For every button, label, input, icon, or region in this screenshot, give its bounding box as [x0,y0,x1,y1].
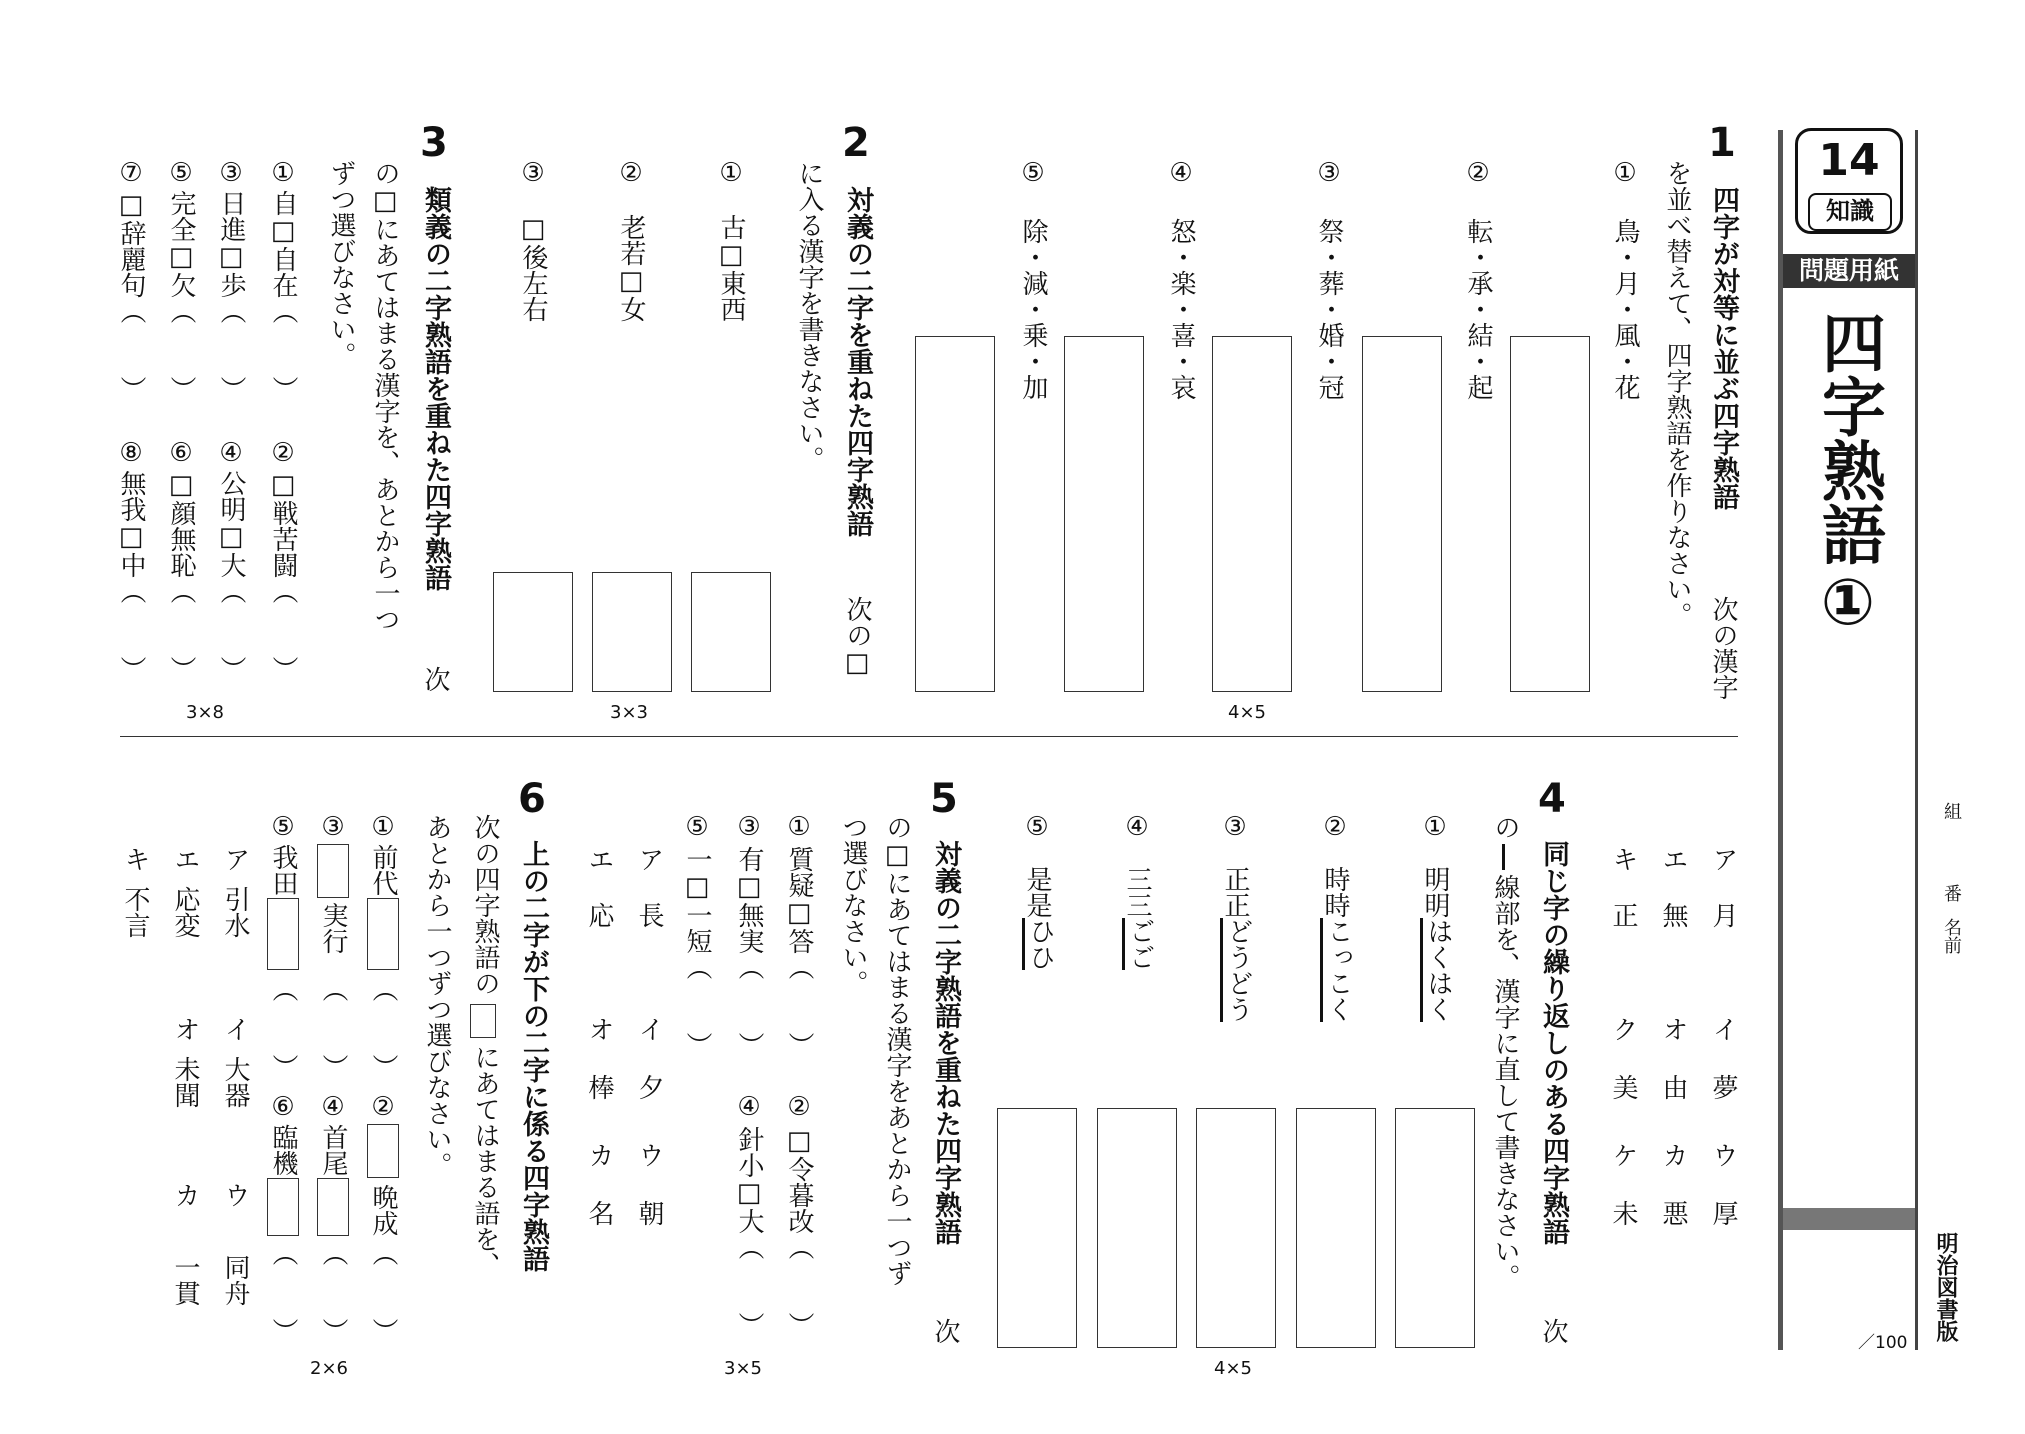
q5-choice-o: 棒 [584,1074,614,1100]
q5-choice-u: 朝 [634,1200,664,1226]
q5-choice-i: 夕 [634,1074,664,1100]
q4-underline-marker [1502,844,1505,870]
q6-choice-i: 大器 [220,1056,250,1108]
q4-item-5-underlined: ひひ [1022,918,1053,970]
q4-number: 4 [1538,776,1566,822]
q4-choice-ka-key: カ [1658,1142,1688,1168]
q5-choice-ka: 名 [584,1200,614,1226]
q6-instruction-a: 次の四字熟語の [470,814,500,996]
q4-answer-box-1[interactable] [1395,1108,1475,1348]
q2-instruction-a: 次の□ [842,596,872,678]
q4-choice-i: 夢 [1708,1074,1738,1100]
q6-choice-ka-key: カ [170,1182,200,1208]
q6-choice-o: 未聞 [170,1056,200,1108]
q5-choice-u-key: ウ [634,1142,664,1168]
q3-item-2-label: ② [268,438,298,468]
q6-item-5-paren: （ ） [268,976,298,1080]
q4-choice-i-key: イ [1708,1016,1738,1042]
q6-choice-u: 同舟 [220,1254,250,1306]
q6-item-6-paren: （ ） [268,1240,298,1344]
q5-choice-a-key: ア [634,846,664,872]
q4-item-4-prefix: 三三 [1122,866,1152,918]
q6-item-1-a: 前代 [368,844,398,896]
q3-item-7-label: ⑦ [116,158,146,188]
q6-item-6-label: ⑥ [268,1092,298,1122]
q6-number: 6 [518,776,546,822]
q4-item-5-prefix: 是是 [1022,866,1052,918]
q4-item-1-prefix: 明明 [1420,866,1450,918]
q2-number: 2 [842,120,870,166]
q5-choice-ka-key: カ [584,1142,614,1168]
q5-item-1-text: 質疑□答（ ） [784,846,814,1058]
q5-choice-e: 応 [584,902,614,928]
q4-item-2-prefix: 時時 [1320,866,1350,918]
sheet-label: 問題用紙 [1783,254,1915,288]
q1-heading: 四字が対等に並ぶ四字熟語 [1708,186,1739,510]
q4-choice-ki: 正 [1608,902,1638,928]
q4-item-5-label: ⑤ [1022,812,1052,842]
q4-choice-ke-key: ケ [1608,1142,1638,1168]
q1-item-1-text: 鳥・月・風・花 [1610,218,1640,400]
q6-item-3-b: 実行 [318,902,348,954]
q4-instruction-c: 線部を、漢字に直して書きなさい。 [1490,874,1520,1290]
q6-instruction-c: あとから一つずつ選びなさい。 [422,814,452,1178]
q4-instruction-b: の [1490,814,1520,840]
q1-item-5-label: ⑤ [1018,158,1048,188]
q4-choice-o-key: オ [1658,1016,1688,1042]
q5-instruction-b: の□にあてはまる漢字をあとから一つず [882,814,912,1286]
q1-item-5-text: 除・減・乗・加 [1018,218,1048,400]
q5-item-2-label: ② [784,1092,814,1122]
q2-answer-box-2[interactable] [592,572,672,692]
q4-heading: 同じ字の繰り返しのある四字熟語 [1538,840,1569,1245]
header-band [1783,1208,1915,1230]
q3-item-1-label: ① [268,158,298,188]
q3-item-7-text: □辞麗句（ ） [116,190,146,402]
unit-badge [1795,128,1903,234]
q1-answer-box-4[interactable] [1064,336,1144,692]
q1-instruction-b: を並べ替えて、四字熟語を作りなさい。 [1662,160,1692,628]
q1-answer-box-5[interactable] [915,336,995,692]
q4-item-3-label: ③ [1220,812,1250,842]
q2-item-3-label: ③ [518,158,548,188]
q6-choice-ki-key: キ [120,846,150,872]
q1-item-1-label: ① [1610,158,1640,188]
section-divider [120,736,1738,737]
q5-choice-o-key: オ [584,1016,614,1042]
q6-item-4-blank[interactable] [317,1178,349,1236]
q4-choice-a: 月 [1708,902,1738,928]
q6-item-3-label: ③ [318,812,348,842]
q4-choice-ke: 未 [1608,1200,1638,1226]
q5-choice-i-key: イ [634,1016,664,1042]
q6-choice-i-key: イ [220,1016,250,1042]
q6-item-2-paren: （ ） [368,1240,398,1344]
q3-item-3-text: 日進□歩（ ） [216,190,246,402]
total-score: ／100 [1858,1333,1908,1353]
q4-item-2-underlined: こっこく [1320,918,1351,1022]
q4-choice-u-key: ウ [1708,1142,1738,1168]
q6-item-3-blank[interactable] [317,844,349,898]
q4-item-4-underlined: ごご [1122,918,1153,970]
q5-choice-a: 長 [634,902,664,928]
q6-item-5-a: 我田 [268,844,298,896]
q3-number: 3 [420,120,448,166]
q6-heading: 上の二字が下の二字に係る四字熟語 [518,840,549,1272]
q3-instruction-b: の□にあてはまる漢字を、あとから一つ [370,160,400,632]
q6-item-4-label: ④ [318,1092,348,1122]
q4-choice-e: 無 [1658,902,1688,928]
q5-item-4-text: 針小□大（ ） [734,1126,764,1338]
q3-item-6-text: □顔無恥（ ） [166,470,196,682]
q4-item-2-label: ② [1320,812,1350,842]
q6-item-1-blank[interactable] [367,898,399,970]
q1-instruction-a: 次の漢字 [1708,596,1738,700]
q4-item-4-label: ④ [1122,812,1152,842]
q6-choice-a: 引水 [220,886,250,938]
page-title: 四字熟語① [1811,310,1885,640]
q1-item-3-text: 祭・葬・婚・冠 [1314,218,1344,400]
q5-number: 5 [930,776,958,822]
q4-score: 4×5 [1214,1358,1252,1379]
q2-answer-box-1[interactable] [691,572,771,692]
q4-instruction-a: 次 [1538,1318,1568,1344]
q4-item-1-label: ① [1420,812,1450,842]
q3-item-4-label: ④ [216,438,246,468]
header-rule-right [1915,130,1918,1350]
q4-choice-u: 厚 [1708,1200,1738,1226]
q4-choice-o: 由 [1658,1074,1688,1100]
header-rule [1778,130,1783,1350]
q6-item-5-blank[interactable] [267,898,299,970]
q3-item-1-text: 自□自在（ ） [268,190,298,402]
q4-item-3-prefix: 正正 [1220,866,1250,918]
q6-instruction-blank [470,1004,496,1038]
q2-item-2-text: 老若□女 [616,214,646,322]
q2-item-2-label: ② [616,158,646,188]
q3-item-5-text: 完全□欠（ ） [166,190,196,402]
q4-choice-a-key: ア [1708,846,1738,872]
q6-item-2-label: ② [368,1092,398,1122]
q1-number: 1 [1708,120,1736,166]
q5-item-5-text: 一□一短（ ） [682,846,712,1058]
q6-choice-e: 応変 [170,886,200,938]
q6-item-2-b: 晩成 [368,1184,398,1236]
q6-item-5-label: ⑤ [268,812,298,842]
q3-instruction-c: ずつ選びなさい。 [326,160,356,368]
q1-item-4-label: ④ [1166,158,1196,188]
q5-instruction-c: つ選びなさい。 [838,814,868,996]
q6-item-2-blank[interactable] [367,1124,399,1178]
q3-heading: 類義の二字熟語を重ねた四字熟語 [420,186,451,591]
q2-heading: 対義の二字を重ねた四字熟語 [842,186,873,537]
q6-item-6-blank[interactable] [267,1178,299,1236]
q3-item-2-text: □戦苦闘（ ） [268,470,298,682]
q2-item-1-text: 古□東西 [716,214,746,322]
unit-category: 知識 [1808,193,1892,231]
q2-item-3-text: □後左右 [518,214,548,322]
q5-item-5-label: ⑤ [682,812,712,842]
q5-heading: 対義の二字熟語を重ねた四字熟語 [930,840,961,1245]
q6-item-1-paren: （ ） [368,976,398,1080]
q5-item-2-text: □令暮改（ ） [784,1126,814,1338]
q4-answer-box-3[interactable] [1196,1108,1276,1348]
q6-item-6-a: 臨機 [268,1124,298,1176]
q2-item-1-label: ① [716,158,746,188]
q6-choice-ka: 一貫 [170,1254,200,1306]
q6-choice-u-key: ウ [220,1182,250,1208]
q6-choice-o-key: オ [170,1016,200,1042]
field-number: 番 [1941,884,1962,902]
q3-item-4-text: 公明□大（ ） [216,470,246,682]
q4-choice-ku-key: ク [1608,1016,1638,1042]
q5-item-1-label: ① [784,812,814,842]
q1-score: 4×5 [1228,702,1266,723]
q1-item-2-label: ② [1463,158,1493,188]
q6-choice-a-key: ア [220,846,250,872]
q1-item-4-text: 怒・楽・喜・哀 [1166,218,1196,400]
q5-item-3-label: ③ [734,812,764,842]
publisher: 明治図書版 [1933,1232,1958,1342]
q4-choice-e-key: エ [1658,846,1688,872]
q2-answer-box-3[interactable] [493,572,573,692]
q6-item-1-label: ① [368,812,398,842]
q1-answer-box-3[interactable] [1212,336,1292,692]
q6-instruction-b: にあてはまる語を、 [470,1044,500,1278]
q6-choice-e-key: エ [170,846,200,872]
q3-item-5-label: ⑤ [166,158,196,188]
q4-item-1-underlined: はくはく [1420,918,1451,1022]
q6-item-4-a: 首尾 [318,1124,348,1176]
q5-score: 3×5 [724,1358,762,1379]
q3-item-8-text: 無我□中（ ） [116,470,146,682]
q6-item-4-paren: （ ） [318,1240,348,1344]
q5-item-3-text: 有□無実（ ） [734,846,764,1058]
q5-item-4-label: ④ [734,1092,764,1122]
q5-instruction-a: 次 [930,1318,960,1344]
unit-number: 14 [1818,135,1880,186]
q5-choice-e-key: エ [584,846,614,872]
q3-item-6-label: ⑥ [166,438,196,468]
q4-item-3-underlined: どうどう [1220,918,1251,1022]
q4-choice-ka: 悪 [1658,1200,1688,1226]
q4-choice-ki-key: キ [1608,846,1638,872]
q4-choice-ku: 美 [1608,1074,1638,1100]
field-class: 組 [1941,802,1962,820]
q3-score: 3×8 [186,702,224,723]
q1-answer-box-2[interactable] [1362,336,1442,692]
q2-instruction-b: に入る漢字を書きなさい。 [794,160,824,472]
q1-item-2-text: 転・承・結・起 [1463,218,1493,400]
q3-item-8-label: ⑧ [116,438,146,468]
q4-answer-box-2[interactable] [1296,1108,1376,1348]
q2-score: 3×3 [610,702,648,723]
q1-answer-box-1[interactable] [1510,336,1590,692]
q6-score: 2×6 [310,1358,348,1379]
field-name: 名前 [1941,918,1962,954]
q1-item-3-label: ③ [1314,158,1344,188]
q4-answer-box-5[interactable] [997,1108,1077,1348]
q3-instruction-a: 次 [420,666,450,692]
q6-choice-ki: 不言 [120,886,150,938]
q4-answer-box-4[interactable] [1097,1108,1177,1348]
q6-item-3-paren: （ ） [318,976,348,1080]
q3-item-3-label: ③ [216,158,246,188]
